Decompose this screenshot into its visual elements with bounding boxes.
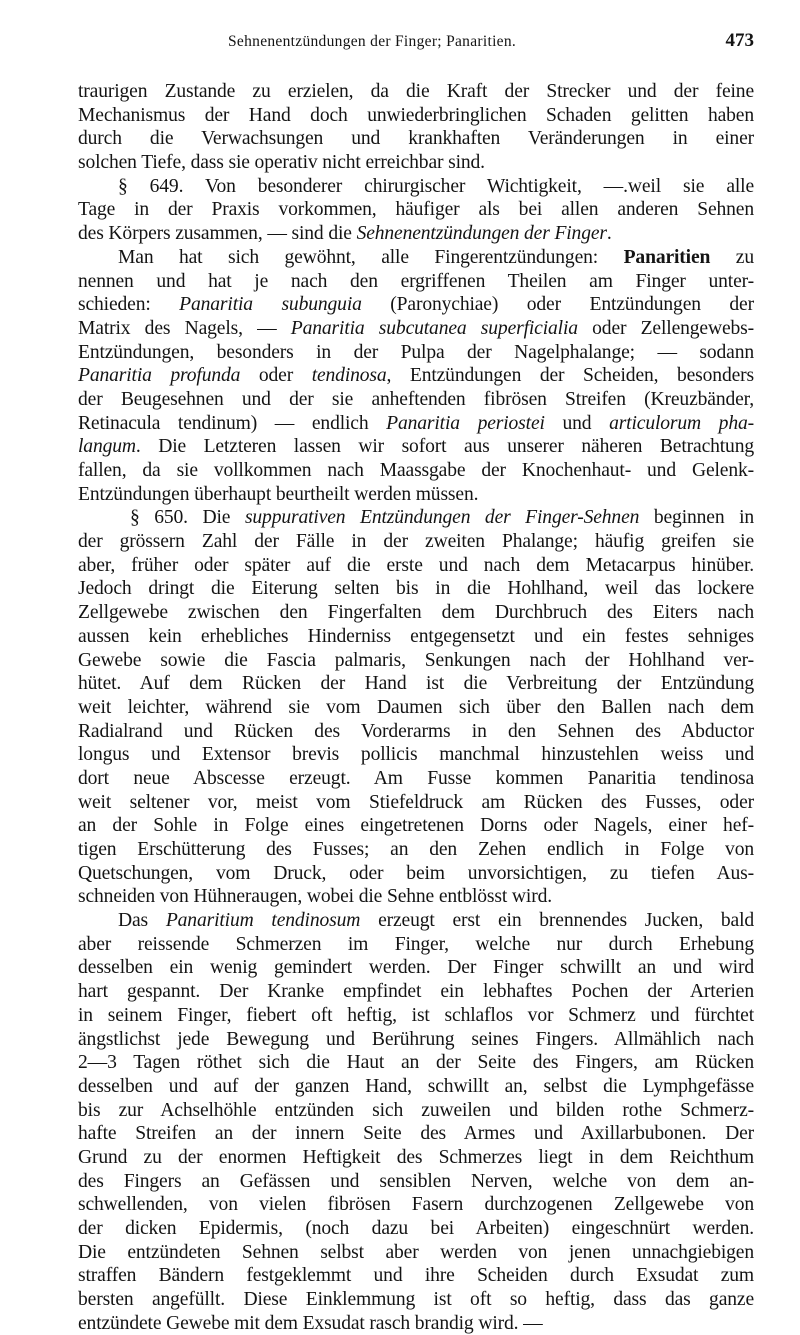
text-line bbox=[78, 814, 754, 838]
text-segment: aber, früher oder später auf die erste und nach dem Metacarpus hinüber. bbox=[78, 554, 754, 576]
text-line bbox=[78, 767, 754, 791]
italic-term: suppurativen Entzündungen der Finger-Sehnen bbox=[244, 507, 640, 529]
text-line bbox=[78, 80, 754, 104]
text-line bbox=[78, 317, 754, 341]
text-segment: straffen Bändern festgeklemmt und ihre Scheiden durch Exsudat zum bbox=[78, 1265, 754, 1287]
italic-term: Panaritium tendinosum bbox=[165, 910, 361, 932]
text-segment: Tage in der Praxis vorkommen, häufiger als bei allen anderen Sehnen bbox=[78, 199, 754, 221]
text-line bbox=[78, 483, 754, 507]
text-line bbox=[78, 862, 754, 886]
text-line bbox=[78, 743, 754, 767]
text-segment: Zellgewebe zwischen den Fingerfalten dem Durchbruch des Eiters nach bbox=[78, 602, 754, 624]
running-title: Sehnenentzündungen der Finger; Panaritien. bbox=[228, 33, 517, 50]
text-line bbox=[78, 435, 754, 459]
text-line bbox=[78, 1193, 754, 1217]
text-line bbox=[78, 1099, 754, 1123]
text-line bbox=[78, 104, 754, 128]
text-segment: entzündete Gewebe mit dem Exsudat rasch brandig wird. — bbox=[78, 1312, 543, 1334]
text-line bbox=[78, 838, 754, 862]
text-segment: aussen kein erhebliches Hinderniss entgegensetzt und ein festes sehniges bbox=[78, 625, 754, 647]
text-segment: ängstlichst jede Bewegung und Berührung seines Fingers. Allmählich nach bbox=[78, 1028, 754, 1050]
italic-term: tendinosa bbox=[311, 365, 387, 387]
text-line bbox=[78, 696, 754, 720]
text-segment: , Entzündungen der Scheiden, besonders bbox=[386, 365, 754, 387]
italic-term: Panaritia periostei bbox=[386, 412, 545, 434]
text-line bbox=[78, 364, 754, 388]
text-segment: Entzündungen überhaupt beurtheilt werden müssen. bbox=[78, 483, 479, 505]
text-segment: hütet. Auf dem Rücken der Hand ist die Verbreitung der Entzündung bbox=[78, 673, 754, 695]
text-line bbox=[78, 909, 754, 933]
text-segment: 2—3 Tagen röthet sich die Haut an der Seite des Fingers, am Rücken bbox=[78, 1052, 754, 1074]
bold-term: Panaritien bbox=[623, 246, 711, 268]
text-segment: solchen Tiefe, dass sie operativ nicht erreichbar sind. bbox=[78, 152, 485, 174]
text-segment: traurigen Zustande zu erzielen, da die Kraft der Strecker und der feine bbox=[78, 81, 754, 102]
text-segment: hart gespannt. Der Kranke empfindet ein lebhaftes Pochen der Arterien bbox=[78, 981, 754, 1003]
text-line bbox=[78, 151, 754, 175]
text-segment: Jedoch dringt die Eiterung selten bis in die Hohlhand, weil das lockere bbox=[78, 578, 754, 600]
text-line bbox=[78, 933, 754, 957]
text-segment: nennen und hat je nach den ergriffenen Theilen am Finger unter- bbox=[78, 270, 754, 292]
text-line bbox=[78, 530, 754, 554]
text-line bbox=[78, 341, 754, 365]
text-line bbox=[78, 1004, 754, 1028]
text-segment: zu bbox=[710, 246, 755, 268]
text-segment: (Paronychiae) oder Entzündungen der bbox=[361, 294, 754, 316]
text-line bbox=[78, 1146, 754, 1170]
text-segment: . bbox=[606, 223, 612, 245]
text-segment: der Beugesehnen und der sie anheftenden fibrösen Streifen (Kreuzbänder, bbox=[78, 388, 754, 410]
text-line bbox=[78, 625, 754, 649]
text-line bbox=[78, 577, 754, 601]
page-header bbox=[78, 30, 754, 60]
text-line bbox=[78, 791, 754, 815]
text-segment: bis zur Achselhöhle entzünden sich zuweilen und bilden rothe Schmerz- bbox=[78, 1099, 754, 1121]
text-segment: beginnen in bbox=[639, 507, 755, 529]
text-line bbox=[78, 554, 754, 578]
text-line bbox=[78, 388, 754, 412]
text-line bbox=[78, 412, 754, 436]
text-segment: an der Sohle in Folge eines eingetretenen Dorns oder Nagels, einer hef- bbox=[78, 815, 754, 837]
text-line bbox=[78, 506, 754, 530]
text-line bbox=[78, 601, 754, 625]
text-segment: Die entzündeten Sehnen selbst aber werden von jenen unnachgiebigen bbox=[78, 1241, 754, 1263]
text-segment: erzeugt erst ein brennendes Jucken, bald bbox=[360, 910, 755, 932]
text-segment: weit leichter, während sie vom Daumen sich über den Ballen nach dem bbox=[78, 696, 754, 718]
italic-term: Panaritia profunda bbox=[78, 365, 241, 387]
text-segment: § 649. Von besonderer chirurgischer Wichtigkeit, —.weil sie alle bbox=[118, 175, 754, 197]
italic-term: Sehnenentzündungen der Finger bbox=[356, 223, 607, 245]
text-segment: Radialrand und Rücken des Vorderarms in den Sehnen des Abductor bbox=[78, 720, 754, 742]
text-line bbox=[78, 459, 754, 483]
text-segment: schwellenden, von vielen fibrösen Fasern durchzogenen Zellgewebe von bbox=[78, 1194, 754, 1216]
text-segment: Grund zu der enormen Heftigkeit des Schmerzes liegt in dem Reichthum bbox=[78, 1146, 754, 1168]
text-segment: bersten angefüllt. Diese Einklemmung ist oft so heftig, dass das ganze bbox=[78, 1289, 754, 1311]
text-segment: § 650. Die bbox=[130, 507, 245, 529]
text-line bbox=[78, 1241, 754, 1265]
text-line bbox=[78, 980, 754, 1004]
text-line bbox=[78, 1170, 754, 1194]
italic-term: langum bbox=[78, 436, 136, 458]
text-line bbox=[78, 198, 754, 222]
text-segment: schieden: bbox=[78, 294, 180, 316]
text-segment: fallen, da sie vollkommen nach Maassgabe der Knochenhaut- und Gelenk- bbox=[78, 460, 754, 481]
text-segment: . Die Letzteren lassen wir sofort aus unserer näheren Betrachtung bbox=[135, 436, 754, 458]
text-line bbox=[78, 1028, 754, 1052]
text-line bbox=[78, 672, 754, 696]
text-segment: Retinacula tendinum) — endlich bbox=[78, 412, 387, 434]
text-line bbox=[78, 1075, 754, 1099]
text-segment: Gewebe sowie die Fascia palmaris, Senkungen nach der Hohlhand ver- bbox=[78, 649, 754, 671]
text-line bbox=[78, 1312, 754, 1335]
text-segment: dort neue Abscesse erzeugt. Am Fusse kommen Panaritia tendinosa bbox=[78, 767, 754, 789]
text-segment: weit seltener vor, meist vom Stiefeldruck am Rücken des Fusses, oder bbox=[78, 791, 754, 813]
text-segment: durch die Verwachsungen und krankhaften Veränderungen in einer bbox=[78, 128, 754, 150]
text-line bbox=[78, 885, 754, 909]
text-segment: des Fingers an Gefässen und sensiblen Nerven, welche von dem an- bbox=[78, 1170, 754, 1192]
text-line bbox=[78, 293, 754, 317]
text-segment: der grössern Zahl der Fälle in der zweiten Phalange; häufig greifen sie bbox=[78, 531, 754, 553]
text-segment: oder Zellengewebs- bbox=[577, 317, 754, 339]
text-segment: Mechanismus der Hand doch unwiederbringlichen Schaden gelitten haben bbox=[78, 104, 754, 126]
text-segment: Quetschungen, vom Druck, oder beim unvorsichtigen, zu tiefen Aus- bbox=[78, 862, 754, 884]
text-line bbox=[78, 649, 754, 673]
text-segment: schneiden von Hühneraugen, wobei die Sehne entblösst wird. bbox=[78, 886, 552, 908]
italic-term: articulorum pha- bbox=[609, 412, 754, 434]
text-line bbox=[78, 1264, 754, 1288]
text-line bbox=[78, 1122, 754, 1146]
text-line bbox=[78, 222, 754, 246]
text-segment: der dicken Epidermis, (noch dazu bei Arbeiten) eingeschnürt werden. bbox=[78, 1218, 754, 1239]
text-segment: Entzündungen, besonders in der Pulpa der Nagelphalange; — sodann bbox=[78, 341, 754, 363]
body-text bbox=[78, 80, 754, 1335]
text-segment: und bbox=[544, 412, 610, 434]
text-segment: Das bbox=[118, 910, 166, 932]
text-line bbox=[78, 270, 754, 294]
text-segment: Matrix des Nagels, — bbox=[78, 317, 291, 339]
text-line bbox=[78, 720, 754, 744]
text-segment: longus und Extensor brevis pollicis manchmal hinzustehlen weiss und bbox=[78, 744, 754, 766]
text-segment: Man hat sich gewöhnt, alle Fingerentzündungen: bbox=[118, 246, 624, 268]
text-segment: desselben und auf der ganzen Hand, schwillt an, selbst die Lymphgefässe bbox=[78, 1075, 754, 1097]
italic-term: Panaritia subunguia bbox=[179, 294, 362, 316]
text-line bbox=[78, 1051, 754, 1075]
text-segment: desselben ein wenig gemindert werden. Der Finger schwillt an und wird bbox=[78, 957, 754, 979]
text-segment: tigen Erschütterung des Fusses; an den Zehen endlich in Folge von bbox=[78, 839, 754, 860]
text-line bbox=[78, 1217, 754, 1241]
text-segment: des Körpers zusammen, — sind die bbox=[78, 223, 357, 245]
text-segment: aber reissende Schmerzen im Finger, welche nur durch Erhebung bbox=[78, 933, 754, 955]
text-line bbox=[78, 175, 754, 199]
text-line bbox=[78, 246, 754, 270]
text-line bbox=[78, 127, 754, 151]
text-segment: oder bbox=[240, 365, 312, 387]
text-segment: in seinem Finger, fiebert oft heftig, ist schlaflos vor Schmerz und fürchtet bbox=[78, 1004, 754, 1026]
text-line bbox=[78, 956, 754, 980]
italic-term: Panaritia subcutanea superficialia bbox=[290, 317, 578, 339]
page-number: 473 bbox=[725, 30, 754, 51]
text-segment: hafte Streifen an der innern Seite des Armes und Axillarbubonen. Der bbox=[78, 1123, 754, 1145]
